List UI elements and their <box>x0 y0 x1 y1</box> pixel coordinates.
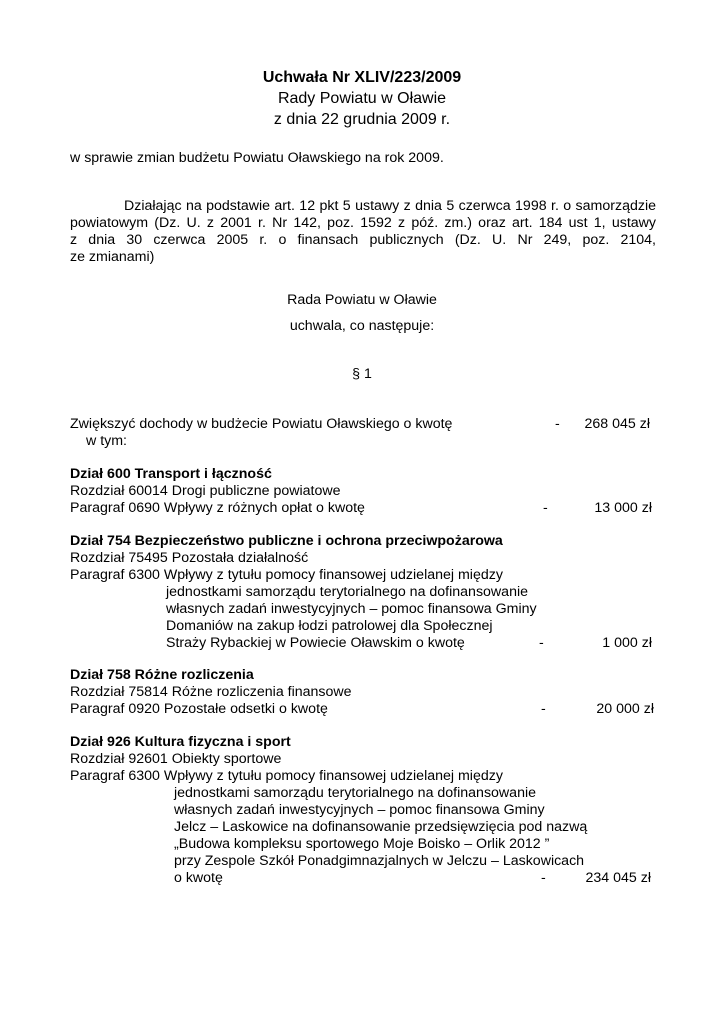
dzial-926-continuation-2: własnych zadań inwestycyjnych – pomoc finansowa Gminy <box>174 802 545 818</box>
increase-text: Zwiększyć dochody w budżecie Powiatu Oławskiego o kwotę <box>70 416 453 432</box>
dzial-926-continuation-5: przy Zespole Szkół Ponadgimnazjalnych w Jelczu – Laskowicach <box>174 853 585 869</box>
dzial-600-heading: Dział 600 Transport i łączność <box>70 466 272 482</box>
dzial-758-rozdzial: Rozdział 75814 Różne rozliczenia finansowe <box>70 684 352 700</box>
preamble-line-4: ze zmianami) <box>70 249 155 265</box>
council-name: Rada Powiatu w Oławie <box>287 292 437 308</box>
dzial-754-continuation-1: jednostkami samorządu terytorialnego na dofinansowanie <box>166 584 528 600</box>
dzial-926-continuation-1: jednostkami samorządu terytorialnego na dofinansowanie <box>174 785 536 801</box>
dzial-754-continuation-3: Domaniów na zakup łodzi patrolowej dla Społecznej <box>166 618 493 634</box>
preamble-line-3: z dnia 30 czerwca 2005 r. o finansach publicznych (Dz. U. Nr 249, poz. 2104, <box>70 232 656 248</box>
preamble-line-1: Działając na podstawie art. 12 pkt 5 ustawy z dnia 5 czerwca 1998 r. o samorządzie <box>124 198 656 214</box>
dzial-926-continuation-6: o kwotę <box>174 870 223 886</box>
dzial-926-rozdzial: Rozdział 92601 Obiekty sportowe <box>70 751 282 767</box>
dzial-600-amount: 13 000 zł <box>594 500 652 516</box>
dzial-754-continuation-4: Straży Rybackiej w Powiecie Oławskim o kwotę <box>166 635 465 651</box>
dzial-758-heading: Dział 758 Różne rozliczenia <box>70 667 254 683</box>
document-subject: w sprawie zmian budżetu Powiatu Oławskiego na rok 2009. <box>70 150 444 166</box>
dzial-754-amount: 1 000 zł <box>602 635 652 651</box>
dzial-758-paragraf: Paragraf 0920 Pozostałe odsetki o kwotę <box>70 701 328 717</box>
preamble-line-2: powiatowym (Dz. U. z 2001 r. Nr 142, poz. 1592 z póź. zm.) oraz art. 184 ust 1, ustawy <box>70 215 656 231</box>
dzial-926-continuation-4: „Budowa kompleksu sportowego Moje Boisko – Orlik 2012 ” <box>174 836 550 852</box>
resolves-line: uchwala, co następuje: <box>289 318 435 334</box>
dzial-600-paragraf: Paragraf 0690 Wpływy z różnych opłat o kwotę <box>70 500 365 516</box>
dzial-926-heading: Dział 926 Kultura fizyczna i sport <box>70 734 291 750</box>
dzial-758-dash: - <box>541 701 546 717</box>
dzial-754-dash: - <box>539 635 544 651</box>
dzial-926-continuation-3: Jelcz – Laskowice na dofinansowanie przedsięwzięcia pod nazwą <box>174 819 588 835</box>
document-subtitle-date: z dnia 22 grudnia 2009 r. <box>273 111 451 128</box>
dzial-758-amount: 20 000 zł <box>596 701 654 717</box>
dzial-926-amount: 234 045 zł <box>585 870 651 886</box>
dzial-926-paragraf: Paragraf 6300 Wpływy z tytułu pomocy finansowej udzielanej między <box>70 768 503 784</box>
document-subtitle-council: Rady Powiatu w Oławie <box>277 90 447 107</box>
dzial-600-rozdzial: Rozdział 60014 Drogi publiczne powiatowe <box>70 483 341 499</box>
dzial-754-continuation-2: własnych zadań inwestycyjnych – pomoc finansowa Gminy <box>166 601 537 617</box>
increase-including: w tym: <box>86 433 127 449</box>
increase-dash: - <box>555 416 560 432</box>
document-title: Uchwała Nr XLIV/223/2009 <box>262 69 462 86</box>
dzial-754-heading: Dział 754 Bezpieczeństwo publiczne i ochrona przeciwpożarowa <box>70 533 503 549</box>
section-marker: § 1 <box>352 366 372 382</box>
dzial-754-paragraf: Paragraf 6300 Wpływy z tytułu pomocy finansowej udzielanej między <box>70 567 503 583</box>
dzial-600-dash: - <box>543 500 548 516</box>
dzial-926-dash: - <box>541 870 546 886</box>
dzial-754-rozdzial: Rozdział 75495 Pozostała działalność <box>70 550 309 566</box>
increase-amount: 268 045 zł <box>584 416 650 432</box>
